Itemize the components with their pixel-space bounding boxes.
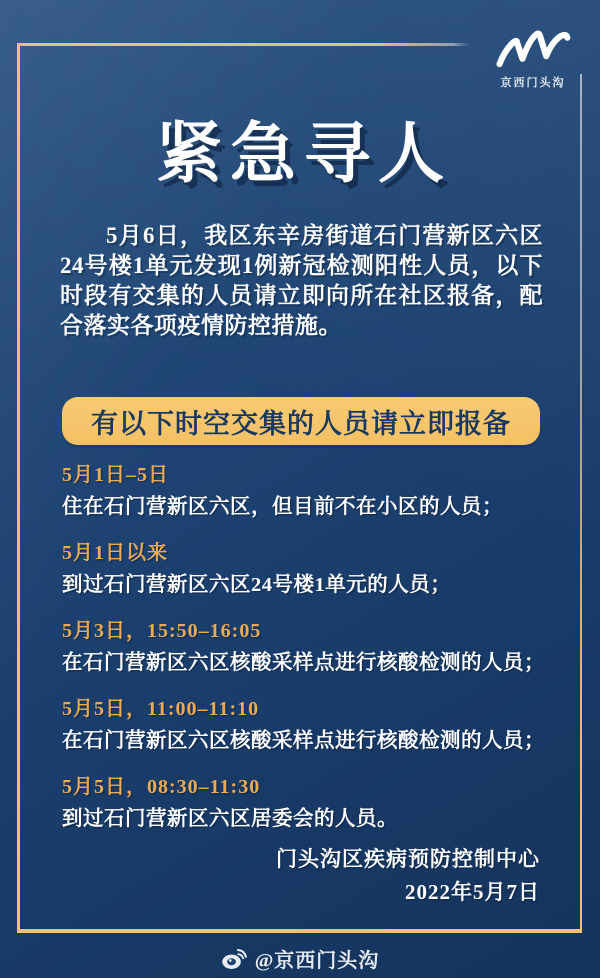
weibo-icon (221, 946, 248, 970)
alert-banner (62, 397, 540, 445)
timeline-item (62, 697, 554, 754)
timeline-description: 在石门营新区六区核酸采样点进行核酸检测的人员； (62, 730, 545, 752)
timeline-item (62, 541, 554, 598)
timeline-date: 5月5日，08:30–11:30 (62, 776, 261, 798)
brand-logo (483, 28, 583, 90)
signature-organization: 门头沟区疾病预防控制中心 (276, 847, 540, 871)
timeline-list (62, 463, 554, 853)
footer-account: @京西门头沟 (254, 949, 380, 972)
frame-border-right (580, 74, 582, 929)
brand-m-brush-icon (493, 28, 573, 72)
timeline-date: 5月5日，11:00–11:10 (62, 698, 260, 720)
timeline-description: 到过石门营新区六区居委会的人员。 (62, 808, 398, 830)
timeline-date: 5月1日–5日 (62, 464, 169, 486)
timeline-item (62, 619, 554, 676)
timeline-item (62, 463, 554, 520)
frame-border-bottom (17, 929, 582, 933)
alert-banner-text: 有以下时空交集的人员请立即报备 (91, 408, 511, 439)
timeline-description: 住在石门营新区六区，但目前不在小区的人员； (62, 496, 503, 518)
timeline-description: 在石门营新区六区核酸采样点进行核酸检测的人员； (62, 652, 545, 674)
page-title: 紧急寻人 (156, 118, 452, 191)
timeline-date: 5月3日，15:50–16:05 (62, 620, 262, 642)
signature-block (276, 843, 540, 909)
frame-border-top (17, 43, 470, 46)
brand-name: 京西门头沟 (500, 77, 566, 89)
signature-date: 2022年5月7日 (405, 880, 540, 904)
timeline-date: 5月1日以来 (62, 542, 168, 564)
timeline-item (62, 775, 554, 832)
intro-paragraph: 5月6日，我区东辛房街道石门营新区六区24号楼1单元发现1例新冠检测阳性人员，以下时段有交集的人员请立即向所在社区报备，配合落实各项疫情防控措施。 (60, 223, 543, 338)
timeline-description: 到过石门营新区六区24号楼1单元的人员； (62, 574, 452, 596)
footer (0, 942, 600, 974)
